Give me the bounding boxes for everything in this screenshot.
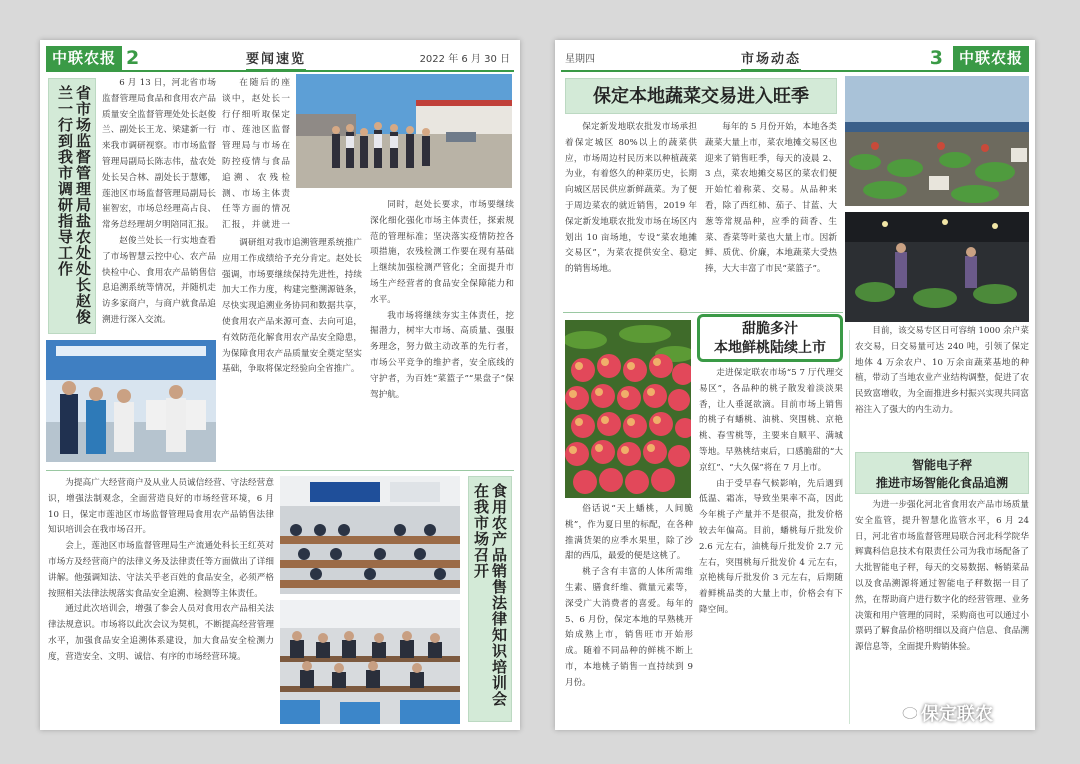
masthead: 中联农报 [46, 46, 122, 70]
paragraph: 赵俊兰处长一行实地查看了市场智慧云控中心、农产品快检中心、食用农产品销售信息追溯系统等情况，并随机走访多家商户，与商户就食品追溯进行深入交流。 [102, 235, 216, 325]
paragraph: 为提高广大经营商户及从业人员诚信经营、守法经营意识，增强法制观念，全面营造良好的市场经营环境，6 月 10 日，保定市莲池区市场监督管理局食用农产品销售法律知识培训会在我市场召开。 [48, 478, 274, 536]
page-header [561, 46, 1029, 72]
paragraph: 目前，该交易专区日可容纳 1000 余户菜农交易，日交易量可达 240 吨，引领了保定地体 4 万余农户、10 万余亩蔬菜基地的种植，带动了当地农业产业结构调整，促进了农民致富增收，为全面推进乡村振兴实现共同富裕注入了强大的内生动力。 [855, 326, 1029, 415]
photo-inspection-team [296, 74, 512, 188]
title-line: 本地鲜桃陆续上市 [714, 340, 826, 356]
paragraph: 由于受早春气候影响，先后遇到低温、霜冻，导致坐果率不高，因此今年桃子产量并不是很高，批发价格较去年偏高。目前，蟠桃每斤批发价 2.6 元左右，油桃每斤批发价 2.7 元左右，突围桃每斤批发价 4 元左右，京艳桃每斤批发价 3 元左右，后期随着鲜桃品类的大量上市，价格会有下降空间。 [699, 478, 843, 615]
article-column [855, 498, 1029, 726]
paragraph: 6 月 13 日，河北省市场监督管理局食品和食用农产品质量安全监督管理处处长赵俊兰、副处长王龙、梁建新一行来我市调研视察。市市场监督管理局副局长陈志伟，盐农处处长吴合林、副处长于慧娜，莲池区市场监督管理局副局长崔智宏，市场总经理高占良、常务总经理胡夕明陪同汇报。 [102, 78, 216, 231]
article-column [705, 120, 837, 306]
paragraph: 同时，赵处长要求，市场要继续深化细化强化市场主体责任，探索规范的管理标准；坚决落实疫情防控各项措施，农残检测工作要在现有基础上继续加强检测严管化；全面提升市场生产经营者的食品安全保障能力和水平。 [370, 200, 514, 305]
title-line: 甜脆多汁 [742, 321, 798, 337]
article-title-box [697, 314, 843, 362]
paragraph: 调研组对我市追溯管理系统推广应用工作成绩给予充分肯定。赵处长强调，市场要继续保持先进性，持续加大工作力度，构建完整溯源链条，尽快实现追溯业务协同和数据共享，使食用农产品来源可查、去向可追，有效防范化解食用农产品安全隐患，为保障食用农产品质量安全奠定坚实基础，争取将保定经验向全省推广。 [222, 238, 362, 375]
photo-testing-center [46, 340, 216, 462]
article-column [48, 476, 274, 726]
page-3 [555, 40, 1035, 730]
article-column [565, 502, 693, 726]
issue-date: 2022 年 6 月 30 日 [419, 54, 510, 65]
article-title-vertical: 省市场监督管理局盐农处处长赵俊兰一行到我市调研指导工作 [48, 78, 96, 334]
article-title-vertical: 食用农产品销售法律知识培训会在我市场召开 [468, 476, 512, 722]
wechat-watermark [895, 700, 993, 726]
article-column [855, 324, 1029, 444]
title-line: 推进市场智能化食品追溯 [875, 476, 1008, 490]
masthead: 中联农报 [953, 46, 1029, 70]
section-title: 市场动态 [741, 48, 801, 72]
paragraph: 在随后的座谈中，赵处长一行仔细听取保定市、莲池区监督管理局与市场在防控疫情与食品追溯、农残检测、市场主体责任等方面的情况汇报，并就进一 [222, 78, 290, 231]
article-column [222, 76, 290, 234]
paragraph: 会上，莲池区市场监督管理局生产流通处科长王红英对市场方及经营商户的法律义务及法律责任等方面做出了详细讲解。他强调知法、守法关乎老百姓的食品安全，必须严格按照相关法律法规落实食品安全追溯、检测等主体责任。 [48, 541, 274, 599]
article-title-box [855, 452, 1029, 494]
paragraph: 通过此次培训会，增强了参会人员对食用农产品相关法律法规意识。市场将以此次会议为契机，不断提高经营管理水平，加强食品安全追溯体系建设，加大食品安全检测力度，营造安全、文明、诚信、有序的市场经营环境。 [48, 604, 274, 662]
divider [46, 470, 514, 471]
paragraph: 每年的 5 月份开始，本地各类蔬菜大量上市，菜农地摊交易区也迎来了销售旺季，每天的凌晨 2、3 点，菜农地摊交易区的菜农们便开始忙着称菜、交易。从品种来看，除了西红柿、茄子、甘蓝、大葱等常规品种，应季的茴香、生菜、香菜等叶菜也大量上市。因新鲜、质优、价廉，本地蔬菜大受热捧，大大丰富了市民“菜篮子”。 [705, 122, 837, 275]
page-2 [40, 40, 520, 730]
title-line: 智能电子秤 [911, 458, 972, 472]
paragraph: 我市场将继续夯实主体责任，挖掘潜力，树牢大市场、高质量、强服务理念，努力做主动改革的先行者，市场公平竞争的维护者，安全底线的守护者，为百姓“菜篮子”“果盘子”保驾护航。 [370, 310, 514, 400]
wechat-icon [895, 702, 917, 725]
article-title: 保定本地蔬菜交易进入旺季 [565, 78, 837, 114]
divider [563, 312, 843, 313]
photo-night-market [845, 212, 1029, 322]
photo-training-session [280, 476, 460, 594]
divider [849, 330, 850, 724]
article-column [102, 76, 216, 332]
page-number: 2 [126, 47, 140, 69]
article-column [565, 120, 697, 306]
photo-vegetable-market [845, 76, 1029, 206]
paragraph: 为进一步强化河北省食用农产品市场质量安全监管，提升智慧化监管水平，6 月 24 日，河北省市场监督管理局联合河北科学院华辉冀科信息技术有限责任公司为我市场配备了大批智能电子秤，每天的交易数据、畅销菜品以及食品溯源将通过智能电子秤数据一目了然，在帮助商户进行数字化的经营管理、业务决策和用户管理的同时，采购商也可以通过小票码了解食品价格明细以及商户信息、食品溯源信息等，全面提升购销体验。 [855, 500, 1029, 653]
photo-training-audience [280, 600, 460, 724]
paragraph: 保定新发地联农批发市场承担着保定城区 80%以上的蔬菜供应，市场周边村民历来以种植蔬菜为业，有着悠久的种菜历史，长期向城区居民供应新鲜蔬菜。为了便于周边菜农的就近销售，2019 年保定新发地联农批发市场在场区内划出 10 亩场地，专设“菜农地摊交易区”，为菜农提供安全、稳定的销售场地。 [565, 122, 697, 275]
paragraph: 走进保定联农市场“5 7 厅代理交易区”，各品种的桃子散发着淡淡果香，让人垂涎欲滴。目前市场上销售的桃子有蟠桃、油桃、突围桃、京艳桃、春雪桃等，主要来自顺平、满城等地。早熟桃结束后，口感脆甜的“大京红”、“大久保”将在 7 月上市。 [699, 368, 843, 473]
photo-fresh-peaches [565, 320, 691, 498]
section-title: 要闻速览 [246, 48, 306, 72]
watermark-text: 保定联农 [921, 704, 993, 725]
page-number: 3 [929, 47, 943, 69]
article-column [222, 236, 362, 462]
weekday: 星期四 [565, 54, 595, 65]
paragraph: 桃子含有丰富的人体所需维生素、膳食纤维、微量元素等，深受广大消费者的喜爱。每年的 5、6 月份，保定本地的早熟桃开始成熟上市，销售旺市开始形成。随着不同品种的鲜桃不断上市，本地桃子销售一直持续到 9 月份。 [565, 567, 693, 688]
article-column [699, 366, 843, 726]
paragraph: 俗话说“天上蟠桃，人间脆桃”，作为夏日里的标配，在各种推满货架的应季水果里，除了沙甜的西瓜，最爱的便是这桃了。 [565, 504, 693, 562]
page-header [46, 46, 514, 72]
article-column [370, 198, 514, 462]
